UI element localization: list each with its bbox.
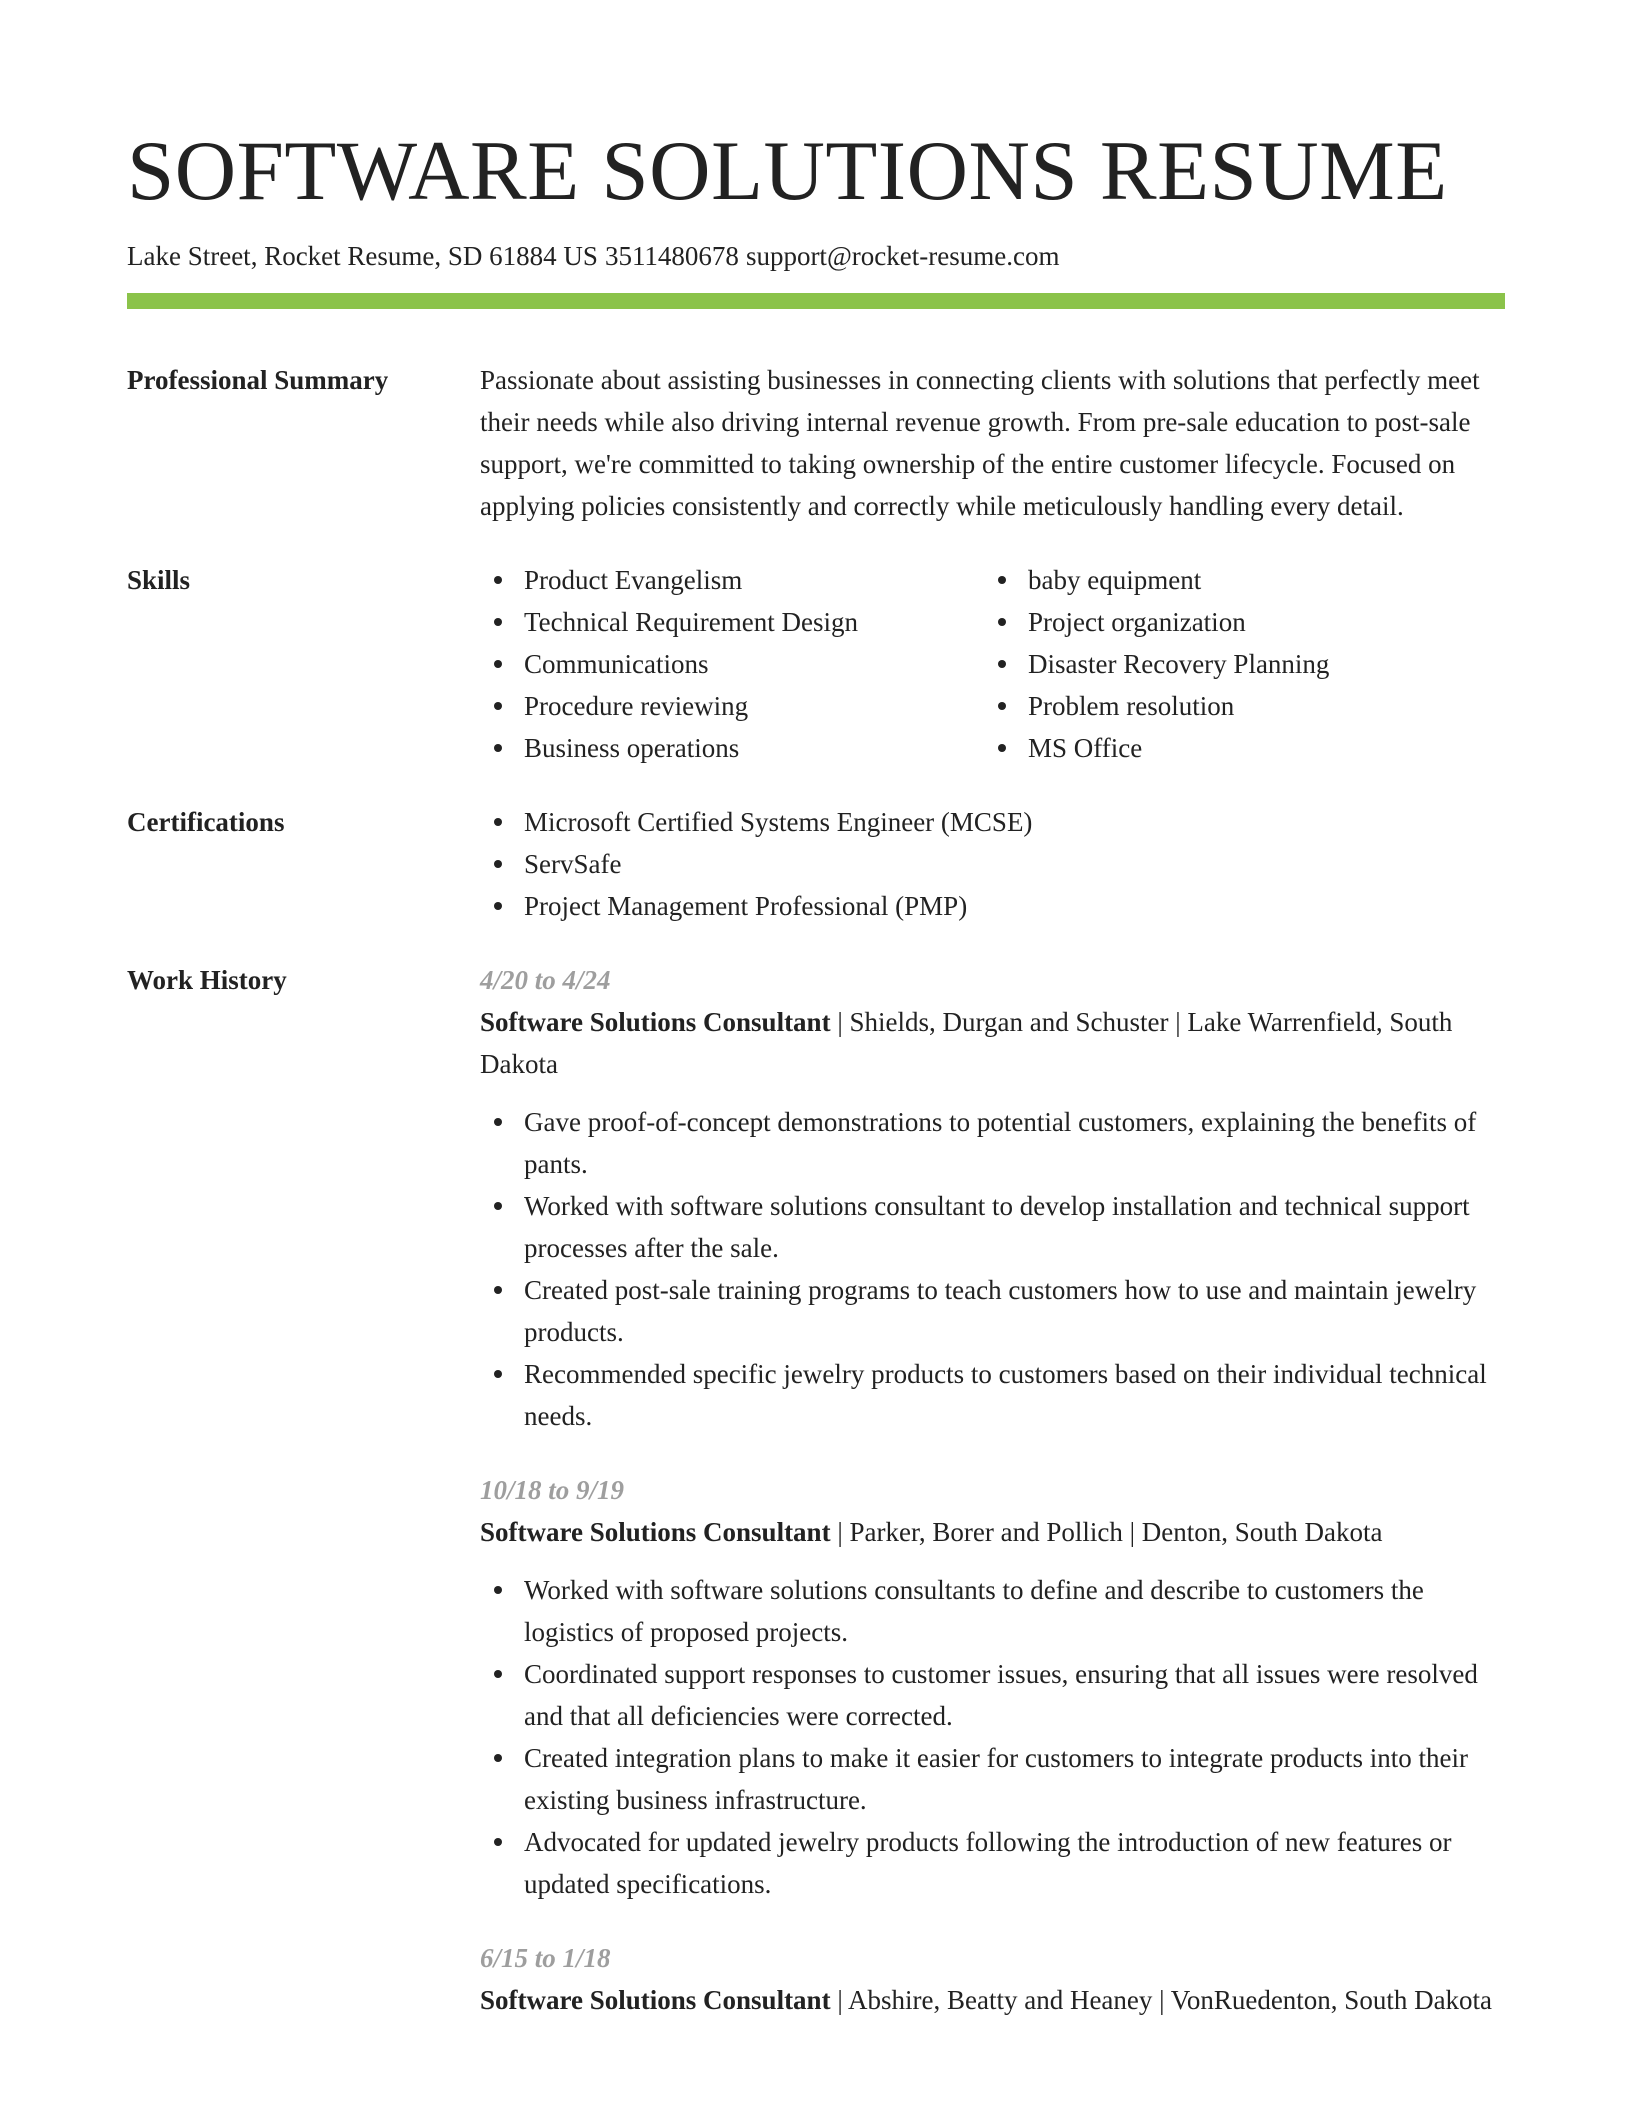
job-company-location: | Shields, Durgan and Schuster | Lake Warrenfield, South Dakota [480, 1007, 1453, 1079]
job-dates: 6/15 to 1/18 [480, 1943, 611, 1973]
job-title: Software Solutions Consultant [480, 1517, 831, 1547]
certification-item: ServSafe [480, 843, 1505, 885]
job-heading [480, 1979, 1505, 2021]
work-history-section [127, 959, 1505, 2021]
skills-list-right [984, 559, 1488, 769]
job-title: Software Solutions Consultant [480, 1007, 831, 1037]
job-bullet: Created integration plans to make it easier for customers to integrate products into their existing business infrastructure. [480, 1737, 1505, 1821]
accent-divider [127, 293, 1505, 309]
skill-item: baby equipment [984, 559, 1488, 601]
job-entry [480, 1469, 1505, 1905]
skill-item: Product Evangelism [480, 559, 984, 601]
contact-line [127, 240, 1505, 272]
skill-item: Project organization [984, 601, 1488, 643]
job-heading [480, 1001, 1505, 1085]
job-heading [480, 1511, 1505, 1553]
job-bullet: Worked with software solutions consultant to develop installation and technical support processes after the sale. [480, 1185, 1505, 1269]
professional-summary-section [127, 359, 1505, 527]
section-heading-summary: Professional Summary [127, 365, 389, 395]
resume-name: SOFTWARE SOLUTIONS RESUME [127, 124, 1448, 218]
certification-item: Microsoft Certified Systems Engineer (MCSE) [480, 801, 1505, 843]
skills-section [127, 559, 1505, 769]
skill-item: Disaster Recovery Planning [984, 643, 1488, 685]
section-heading-certifications: Certifications [127, 807, 285, 837]
job-bullet: Worked with software solutions consultants to define and describe to customers the logistics of proposed projects. [480, 1569, 1505, 1653]
resume-page [127, 0, 1505, 2021]
job-bullets [480, 1569, 1505, 1905]
skill-item: Problem resolution [984, 685, 1488, 727]
job-bullet: Gave proof-of-concept demonstrations to potential customers, explaining the benefits of pants. [480, 1101, 1505, 1185]
job-title: Software Solutions Consultant [480, 1985, 831, 2015]
certification-item: Project Management Professional (PMP) [480, 885, 1505, 927]
contact-address: Lake Street, Rocket Resume, SD 61884 US [127, 241, 598, 271]
job-company-location: | Parker, Borer and Pollich | Denton, South Dakota [830, 1517, 1383, 1547]
contact-email[interactable]: support@rocket-resume.com [745, 241, 1060, 271]
job-company-location: | Abshire, Beatty and Heaney | VonRuedenton, South Dakota [830, 1985, 1493, 2015]
job-bullet: Recommended specific jewelry products to customers based on their individual technical needs. [480, 1353, 1505, 1437]
certifications-section [127, 801, 1505, 927]
job-bullets [480, 1101, 1505, 1437]
summary-text: Passionate about assisting businesses in connecting clients with solutions that perfectly meet their needs while also driving internal revenue growth. From pre-sale education to post-sale support, we're committed to taking ownership of the entire customer lifecycle. Focused on applying policies consistently and correctly while meticulously handling every detail. [480, 365, 1480, 521]
job-bullet: Created post-sale training programs to teach customers how to use and maintain jewelry products. [480, 1269, 1505, 1353]
skill-item: Procedure reviewing [480, 685, 984, 727]
skills-list-left [480, 559, 984, 769]
certifications-list [480, 801, 1505, 927]
skill-item: MS Office [984, 727, 1488, 769]
job-entry [480, 1937, 1505, 2021]
section-heading-skills: Skills [127, 565, 191, 595]
job-entry [480, 959, 1505, 1437]
contact-phone: 3511480678 [604, 241, 739, 271]
skill-item: Business operations [480, 727, 984, 769]
skill-item: Technical Requirement Design [480, 601, 984, 643]
job-bullet: Coordinated support responses to customer issues, ensuring that all issues were resolved and that all deficiencies were corrected. [480, 1653, 1505, 1737]
job-dates: 4/20 to 4/24 [480, 965, 611, 995]
job-bullet: Advocated for updated jewelry products following the introduction of new features or updated specifications. [480, 1821, 1505, 1905]
skill-item: Communications [480, 643, 984, 685]
job-dates: 10/18 to 9/19 [480, 1475, 625, 1505]
section-heading-work-history: Work History [127, 965, 287, 995]
